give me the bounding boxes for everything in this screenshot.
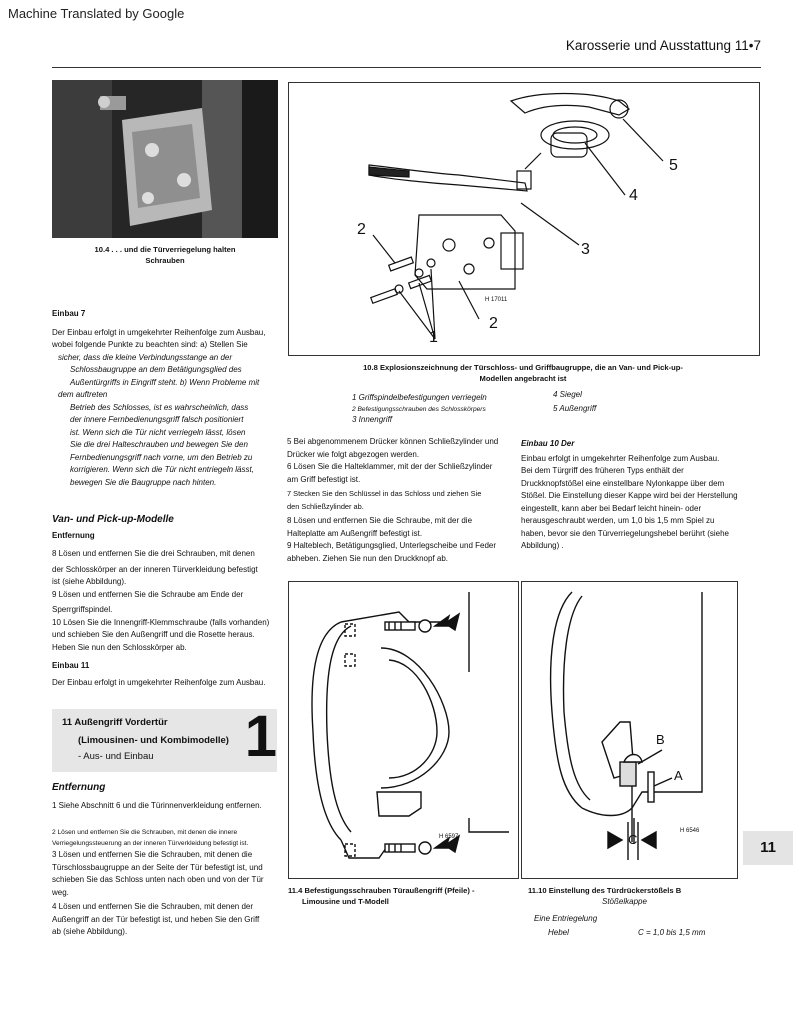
- legend-item: 4 Siegel: [553, 390, 582, 399]
- step-10: Heben Sie nun den Schlosskörper ab.: [52, 642, 187, 652]
- caption-line: Limousine und T-Modell: [302, 897, 389, 906]
- section-title: 11 Außengriff Vordertür: [62, 717, 168, 728]
- legend-item: 2 Befestigungsschrauben des Schlosskörpers: [352, 406, 486, 413]
- step-2: Verriegelungssteuerung an der inneren Türverkleidung befestigt ist.: [52, 840, 249, 847]
- section-number: 1: [244, 704, 277, 769]
- text-line: Bei dem Türgriff des früheren Typs enthält der: [521, 466, 684, 475]
- callout-label: B: [656, 732, 665, 747]
- header-rule: [52, 67, 761, 68]
- text-line: haben, bevor sie den Türverriegelungshebel berührt (siehe: [521, 528, 729, 538]
- caption-line: 11.10 Einstellung des Türdrückerstößels B: [528, 886, 682, 895]
- chapter-tab: 11: [743, 831, 793, 865]
- exploded-lock-diagram: [289, 83, 759, 355]
- figure-11-4-caption: [288, 885, 517, 907]
- legend-item: 3 Innengriff: [352, 415, 393, 424]
- text-line: Fernbedienungsgriff nach vorne, um den Betrieb zu: [70, 452, 253, 462]
- figure-11-4: [288, 581, 519, 879]
- lock-photo-illustration: [52, 80, 278, 238]
- legend-item: 1 Griffspindelbefestigungen verriegeln: [352, 393, 487, 402]
- step-8: der Schlosskörper an der inneren Türverkleidung befestigt: [52, 564, 258, 574]
- callout-label: 2: [357, 221, 366, 238]
- text-line: Schlossbaugruppe an dem Betätigungsglied des: [70, 365, 242, 374]
- step-9: 9 Lösen und entfernen Sie die Schraube am Ende der: [52, 589, 244, 599]
- step-4: Außengriff an der Tür befestigt ist, und heben Sie den Griff: [52, 914, 260, 924]
- section-header-box: [52, 704, 277, 772]
- section-subtitle: (Limousinen- und Kombimodelle): [78, 735, 229, 746]
- watermark: Machine Translated by Google: [8, 6, 185, 21]
- section-subtitle-2: - Aus- und Einbau: [78, 751, 154, 762]
- figure-10-8: [288, 82, 760, 356]
- step-6: 6 Lösen Sie die Halteklammer, mit der der Schließzylinder: [287, 462, 493, 471]
- text-line: Einbau erfolgt in umgekehrter Reihenfolge zum Ausbau.: [521, 453, 720, 463]
- caption-line: 10.8 Explosionszeichnung der Türschloss- und Griffbaugruppe, die an Van- und Pick-up-: [363, 363, 683, 372]
- caption-line: Schrauben: [145, 256, 185, 265]
- figure-code: H 17011: [485, 297, 508, 303]
- text-line: Betrieb des Schlosses, ist es wahrscheinlich, dass: [70, 402, 249, 412]
- step-5: Drücker wie folgt abgezogen werden.: [287, 449, 420, 459]
- step-8: Halteplatte am Außengriff befestigt ist.: [287, 528, 423, 538]
- text-line: Abbildung) .: [521, 541, 564, 550]
- callout-label: 2: [489, 315, 498, 332]
- text-line: korrigieren. Wenn sich die Tür nicht entriegeln lässt,: [70, 465, 254, 474]
- step-8: 8 Lösen und entfernen Sie die Schraube, mit der die: [287, 516, 473, 525]
- text-line: eingestellt, kann aber bei Bedarf leicht hinein- oder: [521, 503, 702, 513]
- step-3: 3 Lösen und entfernen Sie die Schrauben, mit denen die: [52, 850, 253, 859]
- step-3: weg.: [52, 887, 69, 897]
- heading-einbau10: Einbau 10 Der: [521, 439, 575, 448]
- figure-11-10: [521, 581, 738, 879]
- figure-code: H 6597: [439, 834, 459, 840]
- figure-10-8-caption: [288, 362, 758, 384]
- heading-einbau7: Einbau 7: [52, 309, 86, 318]
- step-3: schieben Sie das Schloss unten nach oben und von der Tür: [52, 875, 264, 884]
- left-column-steps: [52, 548, 280, 689]
- text-line: Druckknopfstößel eine einstellbare Nylonkappe über dem: [521, 478, 725, 488]
- caption-line: C = 1,0 bis 1,5 mm: [638, 928, 706, 937]
- step-5: 5 Bei abgenommenem Drücker können Schließzylinder und: [287, 437, 499, 446]
- middle-column-steps: [287, 436, 513, 565]
- text-line: der innere Fernbedienungsgriff falsch positioniert: [70, 415, 244, 424]
- text-line: ist. Wenn sich die Tür nicht verriegeln lässt, lösen: [70, 427, 246, 437]
- heading-van-pickup: Van- und Pick-up-Modelle: [52, 514, 174, 525]
- step-2: 2 Lösen und entfernen Sie die Schrauben, mit denen die innere: [52, 829, 238, 836]
- callout-label: 5: [669, 157, 678, 174]
- step-7: den Schließzylinder ab.: [287, 501, 364, 511]
- step-9: 9 Halteblech, Betätigungsglied, Unterlegscheibe und Feder: [287, 541, 497, 550]
- caption-line: Modellen angebracht ist: [479, 374, 567, 383]
- callout-label: 1: [429, 329, 438, 346]
- step-8: ist (siehe Abbildung).: [52, 577, 127, 586]
- text-line: Der Einbau erfolgt in umgekehrter Reihenfolge zum Ausbau,: [52, 327, 266, 337]
- step-8: 8 Lösen und entfernen Sie die drei Schrauben, mit denen: [52, 549, 255, 558]
- text-line: bewegen Sie die Baugruppe nach hinten.: [70, 477, 217, 487]
- einbau11-text: Der Einbau erfolgt in umgekehrter Reihenfolge zum Ausbau.: [52, 677, 266, 687]
- step-9: Sperrgriffspindel.: [52, 605, 113, 614]
- text-line: herausgeschraubt werden, um 1,0 bis 1,5 mm Spiel zu: [521, 516, 715, 525]
- door-handle-diagram: [289, 582, 518, 878]
- page-header-title: Karosserie und Ausstattung 11•7: [565, 38, 761, 53]
- step-3: Türschlossbaugruppe an der Seite der Tür befestigt ist, und: [52, 862, 263, 872]
- callout-label: 3: [581, 241, 590, 258]
- text-line: dem auftreten: [58, 390, 108, 399]
- figure-11-10-caption: [528, 885, 748, 937]
- step-7: 7 Stecken Sie den Schlüssel in das Schloss und ziehen Sie: [287, 489, 482, 498]
- step-4: ab (siehe Abbildung).: [52, 927, 128, 936]
- photo-10-4: [52, 80, 278, 238]
- callout-label: A: [674, 768, 683, 783]
- callout-label: C: [628, 832, 638, 847]
- heading-einbau11: Einbau 11: [52, 661, 90, 670]
- step-9: abheben. Ziehen Sie nun den Druckknopf ab.: [287, 553, 449, 563]
- step-6: am Griff befestigt ist.: [287, 474, 361, 484]
- step-1: 1 Siehe Abschnitt 6 und die Türinnenverkleidung entfernen.: [52, 801, 262, 810]
- text-line: wobei folgende Punkte zu beachten sind: a) Stellen Sie: [52, 340, 248, 349]
- left-column-steps-2: [52, 827, 280, 939]
- callout-label: 4: [629, 187, 638, 204]
- caption-line: Hebel: [548, 928, 569, 937]
- text-line: Außentürgriffs in Eingriff steht. b) Wenn Probleme mit: [70, 377, 260, 387]
- step-4: 4 Lösen und entfernen Sie die Schrauben, mit denen der: [52, 902, 254, 911]
- heading-entfernung-2: Entfernung: [52, 782, 106, 793]
- text-line: Stößel. Die Einstellung dieser Kappe wird bei der Herstellung: [521, 491, 738, 500]
- text-line: sicher, dass die kleine Verbindungsstange an der: [58, 352, 233, 362]
- step-10: und schieben Sie den Außengriff und die Rosette heraus.: [52, 630, 255, 639]
- heading-entfernung: Entfernung: [52, 531, 95, 540]
- caption-line: Eine Entriegelung: [534, 913, 598, 923]
- right-column-text: [521, 438, 753, 553]
- left-column-einbau7: [52, 308, 280, 489]
- step-10: 10 Lösen Sie die Innengriff-Klemmschraube (falls vorhanden): [52, 617, 270, 627]
- caption-line: 10.4 . . . und die Türverriegelung halten: [94, 245, 236, 254]
- text-line: Sie die drei Halteschrauben und bewegen Sie den: [70, 440, 248, 449]
- figure-10-4-caption: [52, 244, 278, 266]
- legend-item: 5 Außengriff: [553, 404, 597, 413]
- figure-code: H 6546: [680, 828, 700, 834]
- caption-line: 11.4 Befestigungsschrauben Türaußengriff (Pfeile) -: [288, 886, 475, 895]
- caption-line: Stößelkappe: [602, 897, 647, 906]
